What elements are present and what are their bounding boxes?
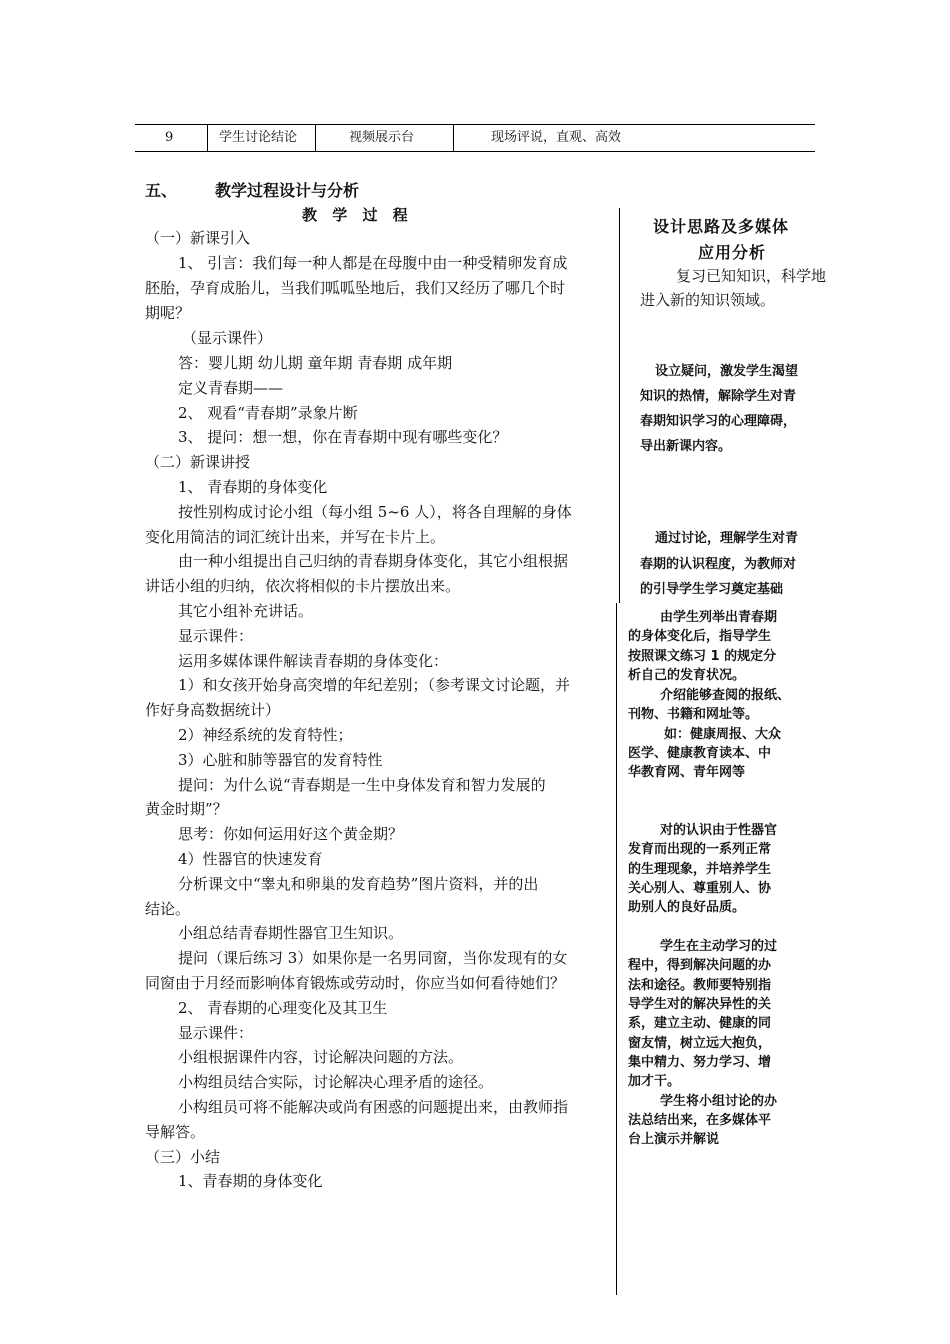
analysis-note-line: 学生将小组讨论的办 [660,1094,778,1109]
analysis-note-line: 通过讨论，理解学生对青 [655,531,799,546]
body-line: 提问：为什么说“青春期是一生中身体发育和智力发展的 [178,776,546,794]
analysis-intro-line: 进入新的知识领域。 [640,291,776,309]
body-line: （显示课件） [182,329,273,347]
summary-table-row [135,124,815,152]
column-divider-lower [616,603,617,1295]
analysis-note-line: 加才干。 [628,1074,681,1089]
body-line: 1、 引言：我们每一种人都是在母腹中由一种受精卵发育成 [178,254,568,272]
analysis-note-line: 学生在主动学习的过 [660,939,778,954]
section-number: 五、 [145,181,178,200]
body-line: 2、 观看“青春期”录象片断 [178,404,358,422]
analysis-note-line: 按照课文练习 1 的规定分 [628,649,777,664]
body-line: 小组总结青春期性器官卫生知识。 [178,924,404,942]
analysis-intro-line: 复习已知知识，科学地 [676,267,827,285]
analysis-note-line: 知识的热情，解除学生对青 [640,389,797,404]
analysis-note-line: 医学、健康教育读本、中 [628,746,772,761]
analysis-note-line: 对的认识由于性器官 [660,823,778,838]
analysis-note-line: 的引导学生学习奠定基础 [640,582,784,597]
analysis-note-line: 的身体变化后，指导学生 [628,629,772,644]
analysis-note-line: 发育而出现的一系列正常 [628,842,772,857]
body-line: 分析课文中“睾丸和卵巢的发育趋势”图片资料，并的出 [178,875,539,893]
column-divider-upper [619,208,620,603]
body-line: 显示课件： [178,627,254,645]
body-line: 4）性器官的快速发育 [178,850,323,868]
analysis-note-line: 法总结出来，在多媒体平 [628,1113,772,1128]
body-line: 运用多媒体课件解读青春期的身体变化： [178,652,449,670]
body-line: 由一种小组提出自己归纳的青春期身体变化，其它小组根据 [178,552,569,570]
analysis-note-line: 如：健康周报、大众 [664,727,782,742]
analysis-note-line: 刊物、书籍和网址等。 [628,707,759,722]
subsection-heading: （一）新课引入 [145,229,251,247]
analysis-note-line: 的生理现象，并培养学生 [628,862,772,877]
analysis-note-line: 析自己的发育状况。 [628,668,746,683]
body-line: 显示课件： [178,1024,254,1042]
row-effect: 现场评说，直观、高效 [491,130,622,145]
analysis-note-line: 由学生列举出青春期 [660,610,778,625]
analysis-heading-line2: 应用分析 [698,243,767,262]
subsection-heading: （三）小结 [145,1148,221,1166]
analysis-note-line: 春期知识学习的心理障碍， [640,414,797,429]
teaching-process-heading: 教 学 过 程 [302,206,413,224]
body-line: 思考：你如何运用好这个黄金期？ [178,825,404,843]
analysis-note-line: 台上演示并解说 [628,1132,720,1147]
column-divider [453,125,454,151]
body-line: 1、 青春期的身体变化 [178,478,328,496]
analysis-heading-line1: 设计思路及多媒体 [653,217,790,236]
analysis-note-line: 春期的认识程度，为教师对 [640,557,797,572]
analysis-note-line: 关心别人、尊重别人、协 [628,881,772,896]
body-line: 提问（课后练习 3）如果你是一名男同窗，当你发现有的女 [178,949,568,967]
body-line: 导解答。 [145,1123,206,1141]
body-line: 3）心脏和肺等器官的发育特性 [178,751,383,769]
row-number: 9 [165,130,174,145]
body-line: 小构组员结合实际，讨论解决心理矛盾的途径。 [178,1073,494,1091]
analysis-note-line: 导出新课内容。 [640,439,732,454]
body-line: 2）神经系统的发育特性； [178,726,353,744]
body-line: 胚胎，孕育成胎儿，当我们呱呱坠地后，我们又经历了哪几个时 [145,279,566,297]
column-divider [315,125,316,151]
body-line: 定义青春期—— [178,379,284,397]
analysis-note-line: 集中精力、努力学习、增 [628,1055,772,1070]
analysis-note-line: 设立疑问，激发学生渴望 [655,364,799,379]
analysis-note-line: 窗友情，树立远大抱负， [628,1036,772,1051]
analysis-note-line: 华教育网、青年网等 [628,765,746,780]
body-line: 黄金时期”？ [145,800,228,818]
body-line: 变化用简洁的词汇统计出来，并写在卡片上。 [145,528,446,546]
row-activity: 学生讨论结论 [219,130,298,145]
body-line: 3、 提问：想一想，你在青春期中现有哪些变化？ [178,428,508,446]
body-line: 讲话小组的归纳，依次将相似的卡片摆放出来。 [145,577,461,595]
body-line: 1、青春期的身体变化 [178,1172,323,1190]
body-line: 结论。 [145,900,191,918]
analysis-note-line: 导学生对的解决异性的关 [628,997,772,1012]
subsection-heading: （二）新课讲授 [145,453,251,471]
body-line: 小组根据课件内容，讨论解决问题的方法。 [178,1048,464,1066]
analysis-note-line: 介绍能够查阅的报纸、 [660,688,791,703]
section-heading [145,178,359,201]
analysis-note-line: 法和途径。教师要特别指 [628,978,772,993]
body-line: 期呢？ [145,304,191,322]
analysis-note-line: 程中，得到解决问题的办 [628,958,772,973]
body-line: 答：婴儿期 幼儿期 童年期 青春期 成年期 [178,354,453,372]
body-line: 同窗由于月经而影响体育锻炼或劳动时，你应当如何看待她们？ [145,974,566,992]
column-divider [207,125,208,151]
body-line: 小构组员可将不能解决或尚有困惑的问题提出来，由教师指 [178,1098,569,1116]
body-line: 1）和女孩开始身高突增的年纪差别；（参考课文讨论题，并 [178,676,571,694]
analysis-note-line: 助别人的良好品质。 [628,900,746,915]
body-line: 2、 青春期的心理变化及其卫生 [178,999,388,1017]
body-line: 其它小组补充讲话。 [178,602,314,620]
body-line: 作好身高数据统计） [145,701,281,719]
body-line: 按性别构成讨论小组（每小组 5~6 人），将各自理解的身体 [178,503,572,521]
section-title: 教学过程设计与分析 [215,181,360,200]
row-media: 视频展示台 [349,130,415,145]
analysis-note-line: 系，建立主动、健康的同 [628,1016,772,1031]
